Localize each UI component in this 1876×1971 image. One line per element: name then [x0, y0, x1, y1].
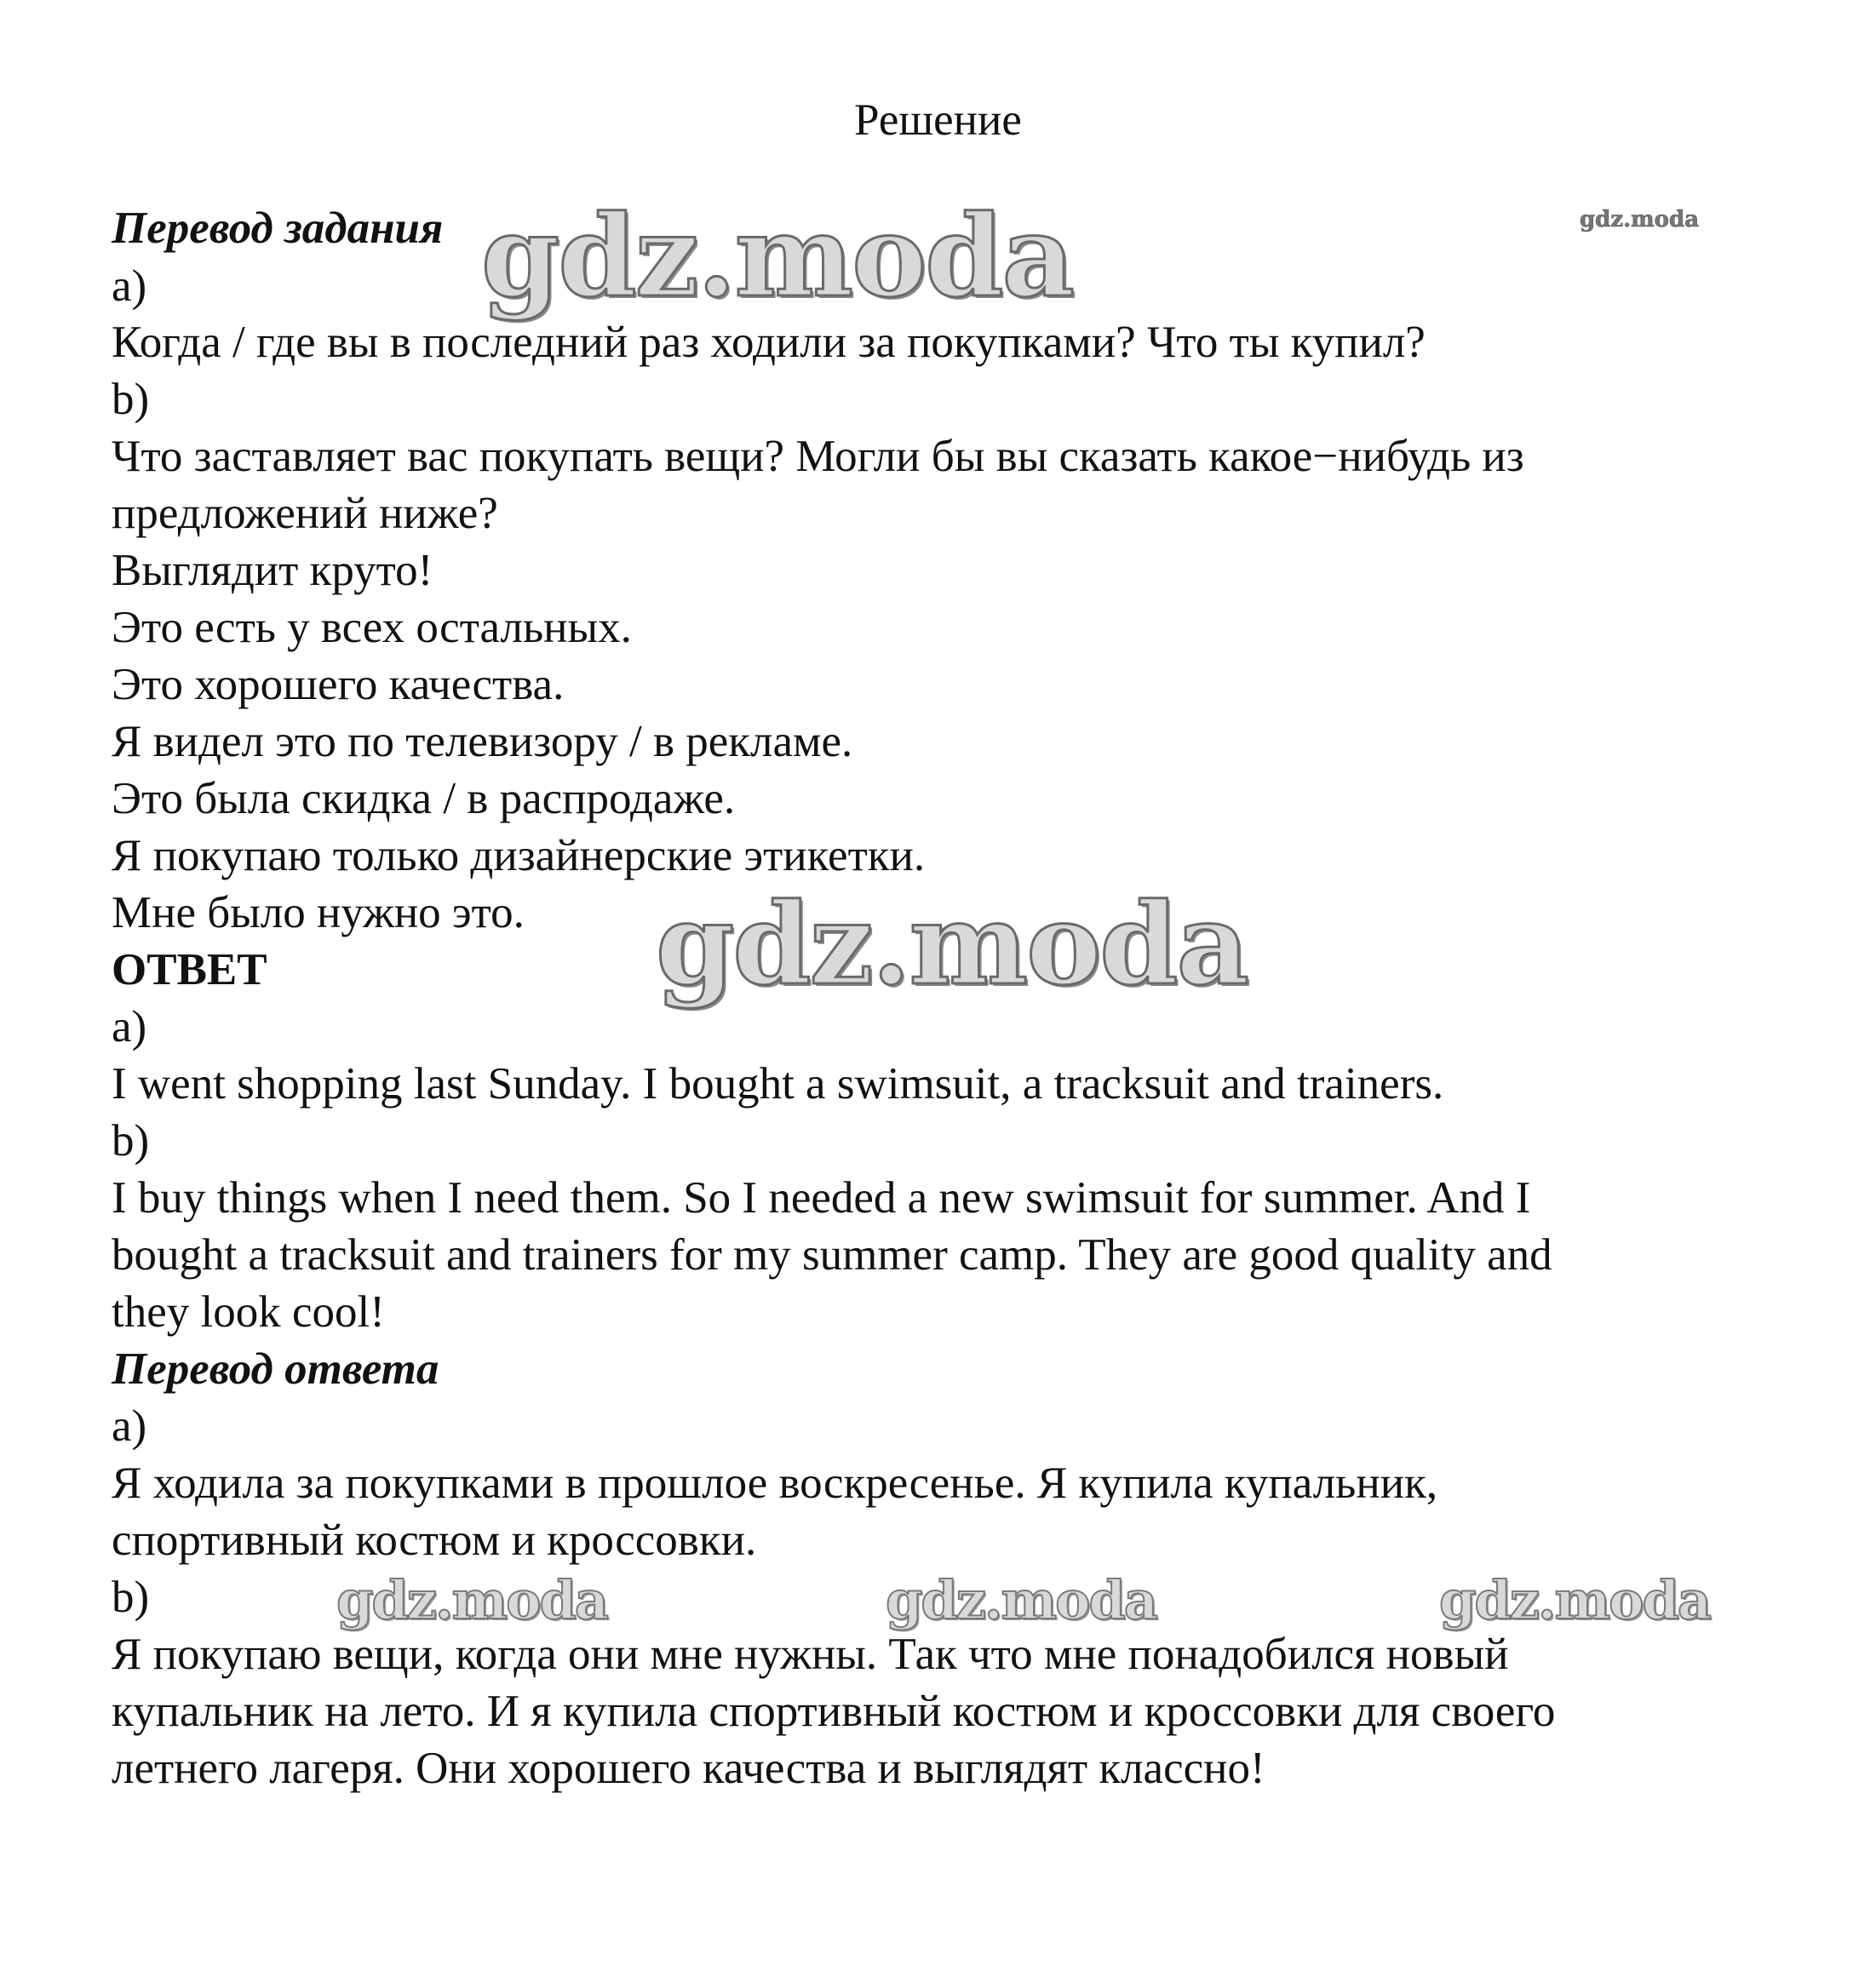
task-part-b-line: Я покупаю только дизайнерские этикетки. [112, 831, 926, 880]
answer-part-b-line: they look cool! [112, 1287, 385, 1337]
task-part-b-line: Это есть у всех остальных. [112, 603, 632, 652]
task-part-b-line: Это хорошего качества. [112, 660, 565, 709]
watermark: gdz.moda [1580, 207, 1700, 232]
answer-translation-part-b-line: летнего лагеря. Они хорошего качества и выглядят классно! [112, 1744, 1265, 1793]
answer-translation-part-b-line: купальник на лето. И я купила спортивный костюм и кроссовки для своего [112, 1687, 1556, 1736]
watermark: gdz.moda [336, 1569, 607, 1631]
task-part-a-text: Когда / где вы в последний раз ходили за покупками? Что ты купил? [112, 318, 1426, 367]
task-translation-heading: Перевод задания [112, 203, 444, 253]
answer-part-a-label: a) [112, 1002, 147, 1051]
task-part-b-line: Что заставляет вас покупать вещи? Могли бы вы сказать какое−нибудь из [112, 432, 1524, 481]
task-part-b-line: Мне было нужно это. [112, 888, 525, 937]
watermark: gdz.moda [656, 879, 1248, 1011]
task-part-b-label: b) [112, 375, 150, 424]
task-part-b-line: Я видел это по телевизору / в рекламе. [112, 717, 853, 766]
answer-part-a-text: I went shopping last Sunday. I bought a swimsuit, a tracksuit and trainers. [112, 1059, 1444, 1109]
task-part-b-line: Выглядит круто! [112, 546, 433, 595]
answer-translation-part-b-label: b) [112, 1573, 150, 1622]
answer-translation-part-a-line: Я ходила за покупками в прошлое воскресенье. Я купила купальник, [112, 1458, 1438, 1508]
page-title: Решение [854, 95, 1022, 145]
task-part-b-line: предложений ниже? [112, 489, 498, 538]
answer-translation-part-a-label: a) [112, 1401, 147, 1451]
answer-translation-part-b-line: Я покупаю вещи, когда они мне нужны. Так что мне понадобился новый [112, 1630, 1509, 1679]
watermark: gdz.moda [886, 1569, 1156, 1631]
answer-part-b-line: bought a tracksuit and trainers for my summer camp. They are good quality and [112, 1230, 1552, 1280]
answer-translation-part-a-line: спортивный костюм и кроссовки. [112, 1515, 757, 1565]
answer-part-b-line: I buy things when I need them. So I needed a new swimsuit for summer. And I [112, 1173, 1531, 1223]
answer-part-b-label: b) [112, 1116, 150, 1166]
watermark: gdz.moda [1439, 1569, 1710, 1631]
task-part-b-line: Это была скидка / в распродаже. [112, 774, 736, 823]
answer-heading: ОТВЕТ [112, 945, 267, 994]
answer-translation-heading: Перевод ответа [112, 1344, 439, 1394]
task-part-a-label: a) [112, 261, 147, 311]
watermark: gdz.moda [481, 191, 1074, 323]
